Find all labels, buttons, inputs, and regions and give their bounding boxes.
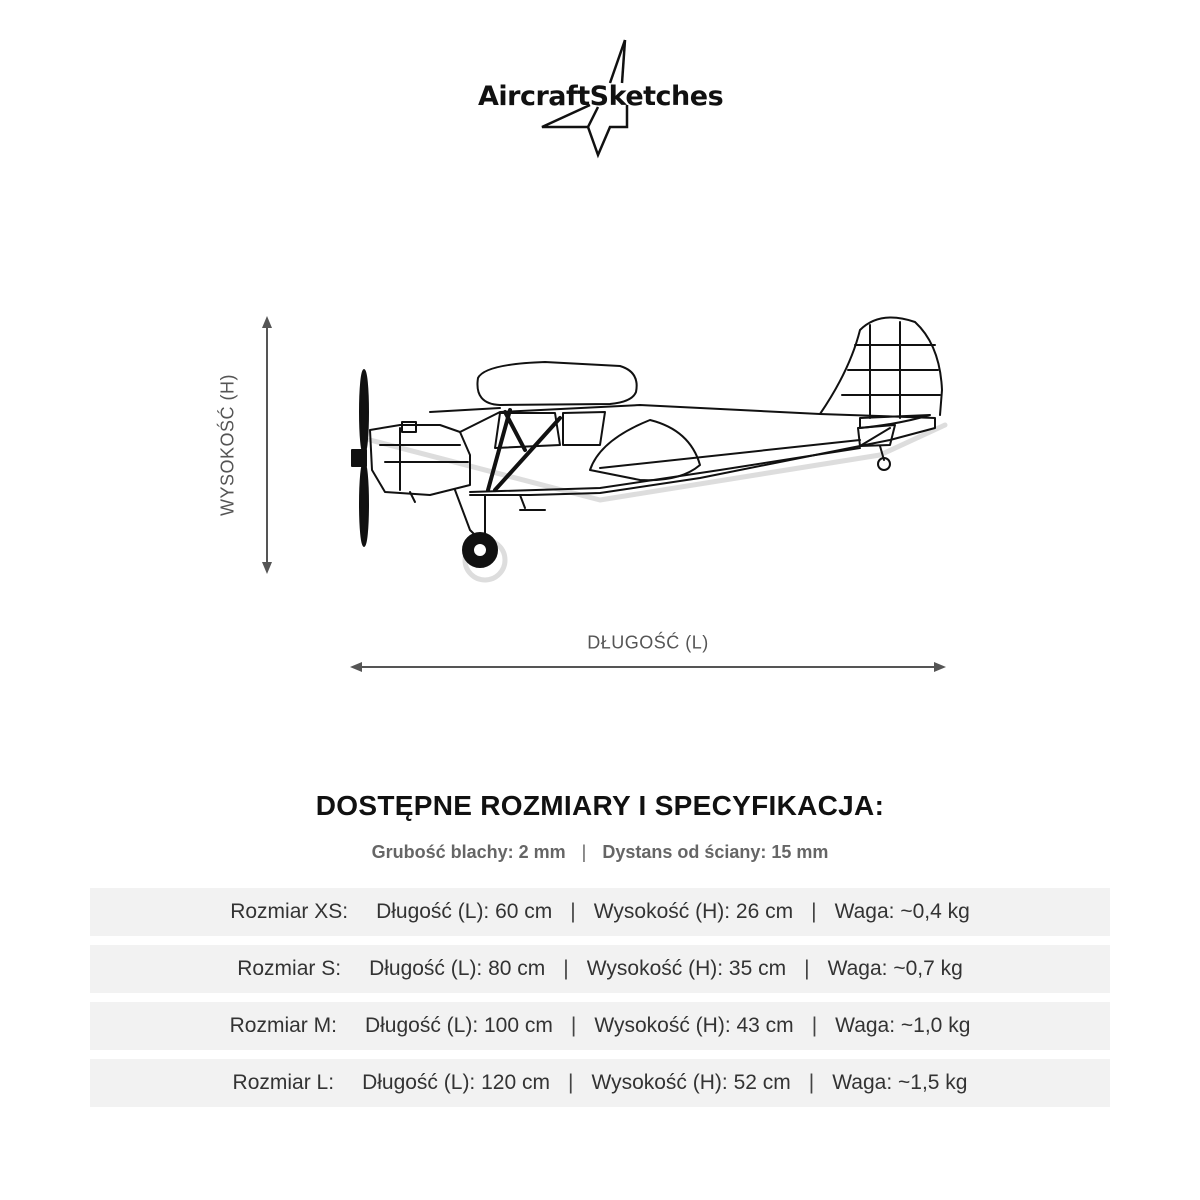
size-length: Długość (L): 100 cm	[364, 1014, 553, 1037]
height-dimension-arrow	[262, 316, 272, 574]
separator: |	[563, 957, 569, 980]
size-height: Wysokość (H): 52 cm	[591, 1071, 791, 1094]
separator: |	[581, 842, 587, 862]
size-table	[90, 888, 1110, 1116]
separator: |	[570, 900, 576, 923]
size-name: Rozmiar L:	[232, 1071, 335, 1094]
size-weight: Waga: ~1,5 kg	[832, 1071, 968, 1094]
size-weight: Waga: ~1,0 kg	[835, 1014, 971, 1037]
separator: |	[567, 1071, 574, 1094]
size-row-m	[90, 1002, 1110, 1050]
wall-distance: Dystans od ściany: 15 mm	[602, 842, 829, 862]
size-height: Wysokość (H): 26 cm	[593, 900, 794, 923]
separator: |	[811, 1014, 818, 1037]
size-name: Rozmiar S:	[237, 957, 342, 980]
specs-subtitle	[0, 842, 1200, 863]
size-height: Wysokość (H): 35 cm	[586, 957, 787, 980]
specs-title: DOSTĘPNE ROZMIARY I SPECYFIKACJA:	[315, 790, 885, 821]
size-height: Wysokość (H): 43 cm	[594, 1014, 794, 1037]
size-length: Długość (L): 120 cm	[362, 1071, 550, 1094]
length-label: DŁUGOŚĆ (L)	[587, 632, 709, 653]
size-name: Rozmiar M:	[229, 1014, 337, 1037]
separator: |	[570, 1014, 577, 1037]
size-length: Długość (L): 60 cm	[376, 900, 553, 923]
aircraft-silhouette-icon	[352, 318, 945, 581]
size-length: Długość (L): 80 cm	[369, 957, 546, 980]
separator: |	[808, 1071, 815, 1094]
height-label: WYSOKOŚĆ (H)	[217, 373, 238, 517]
size-weight: Waga: ~0,7 kg	[827, 957, 963, 980]
size-weight: Waga: ~0,4 kg	[834, 900, 970, 923]
size-name: Rozmiar XS:	[230, 900, 349, 923]
size-row-s	[90, 945, 1110, 993]
sheet-thickness: Grubość blachy: 2 mm	[371, 842, 566, 862]
separator: |	[811, 900, 817, 923]
separator: |	[804, 957, 810, 980]
size-row-xs	[90, 888, 1110, 936]
length-dimension-arrow	[350, 662, 946, 672]
logo-text: AircraftSketches	[478, 81, 724, 112]
size-row-l	[90, 1059, 1110, 1107]
